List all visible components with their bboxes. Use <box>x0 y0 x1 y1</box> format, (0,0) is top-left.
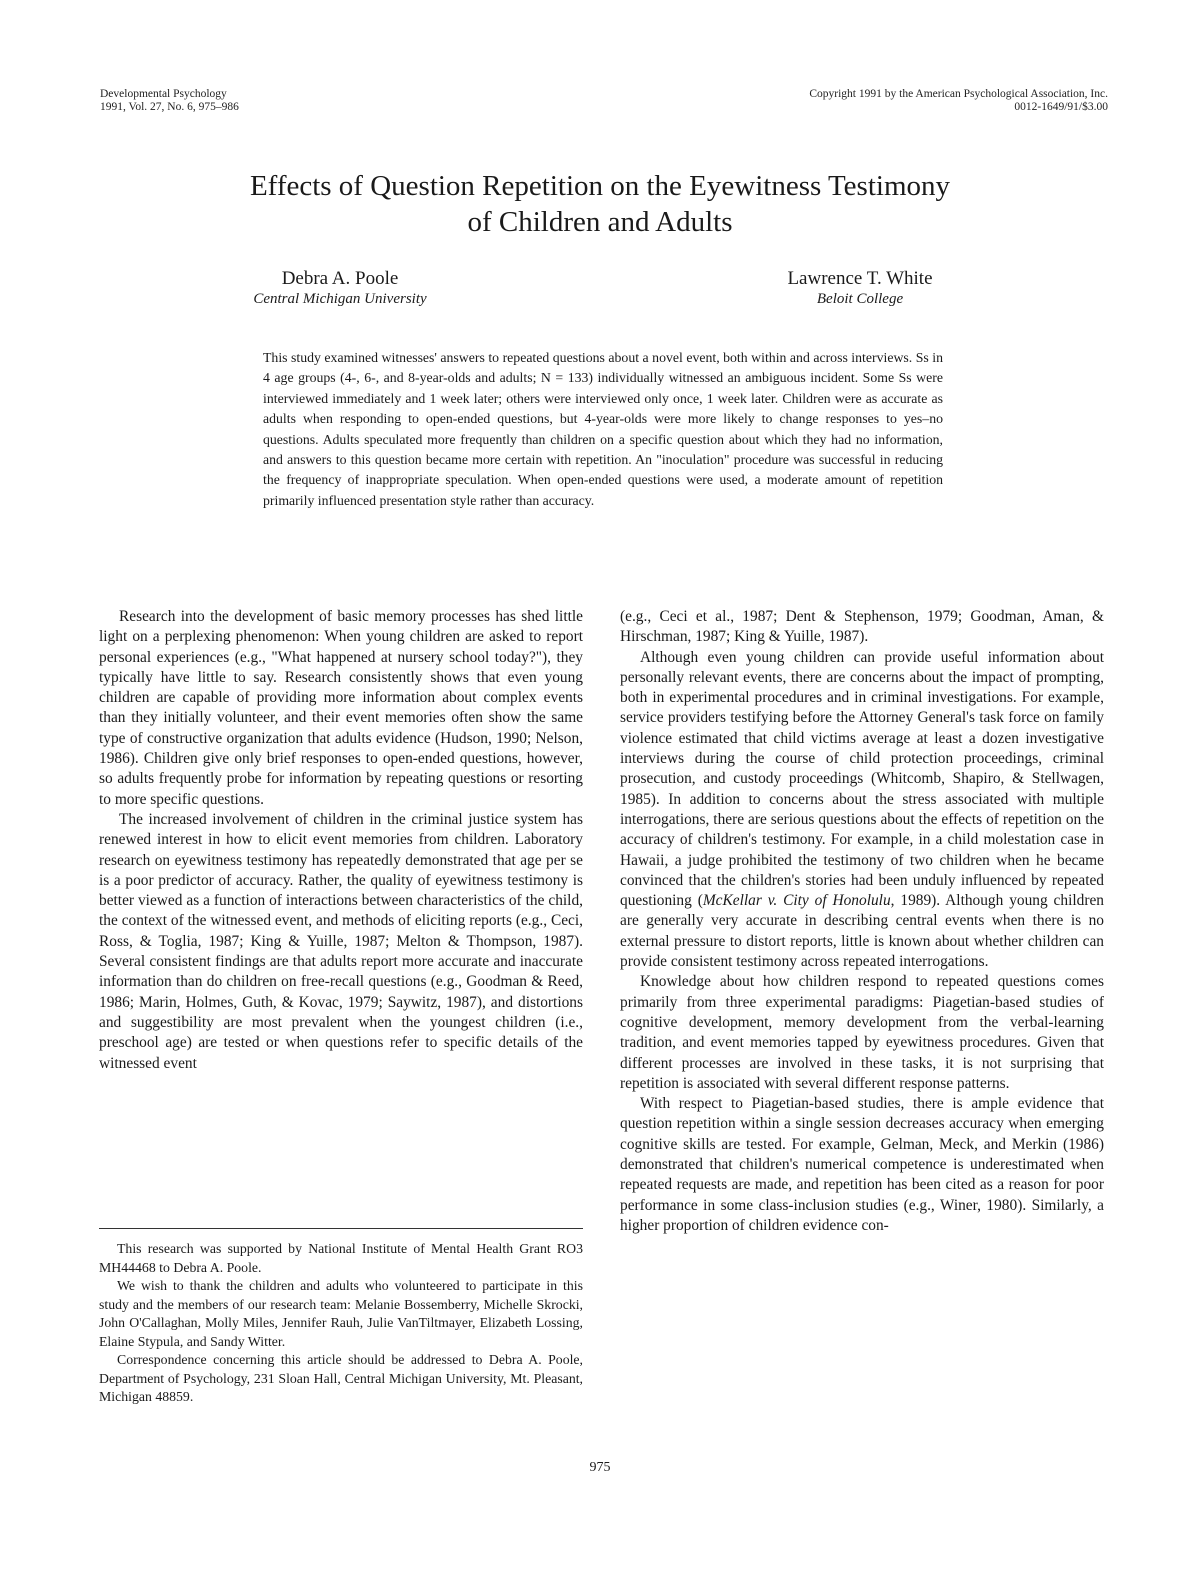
author-name: Lawrence T. White <box>787 268 933 289</box>
running-head-right <box>809 88 1108 114</box>
title-line-2: of Children and Adults <box>467 206 733 238</box>
journal-name: Developmental Psychology <box>100 88 227 100</box>
body-paragraph: The increased involvement of children in the criminal justice system has renewed interest in how to elicit event memories from children. Laboratory research on eyewitness testimony has repeatedly demonstrated that age per se is a poor predictor of accuracy. Rather, the quality of eyewitness testimony is better viewed as a function of interactions between characteristics of the child, the context of the witnessed event, and methods of eliciting reports (e.g., Ceci, Ross, & Toglia, 1987; King & Yuille, 1987; Melton & Thompson, 1987). Several consistent findings are that adults report more accurate and inaccurate information than do children on free-recall questions (e.g., Goodman & Reed, 1986; Marin, Holmes, Guth, & Kovac, 1979; Saywitz, 1987), and distortions and suggestibility are most prevalent when the youngest children (i.e., preschool age) are tested or when questions refer to specific details of the witnessed event <box>99 810 583 1072</box>
left-column <box>99 607 583 1074</box>
copyright-line: Copyright 1991 by the American Psychological Association, Inc. <box>809 88 1108 100</box>
case-citation: McKellar v. City of Honolulu <box>702 892 891 910</box>
author-2 <box>760 268 960 308</box>
right-column <box>620 607 1104 1236</box>
running-head-left <box>100 88 239 114</box>
footnote: Correspondence concerning this article should be addressed to Debra A. Poole, Department of Psychology, 231 Sloan Hall, Central Michigan University, Mt. Pleasant, Michigan 48859. <box>99 1352 583 1404</box>
paragraph-text: , 1989). Although young children are generally very accurate in describing central events when there is no external pressure to distort reports, little is known about whether children can provide consistent testimony across repeated interrogations. <box>620 892 1104 971</box>
footnotes <box>99 1240 583 1407</box>
body-paragraph-continued: (e.g., Ceci et al., 1987; Dent & Stephenson, 1979; Goodman, Aman, & Hirschman, 1987; King & Yuille, 1987). <box>620 608 1104 646</box>
author-name: Debra A. Poole <box>281 268 399 289</box>
article-title <box>100 168 1100 240</box>
abstract: This study examined witnesses' answers to repeated questions about a novel event, both within and across interviews. Ss in 4 age groups (4-, 6-, and 8-year-olds and adults; N = 133) individually witnessed an ambiguous incident. Some Ss were interviewed immediately and 1 week later; others were interviewed only once, 1 week later. Children were as accurate as adults when responding to open-ended questions, but 4-year-olds were more likely to change responses to yes–no questions. Adults speculated more frequently than children on a specific question about which they had no information, and answers to this question became more certain with repetition. An "inoculation" procedure was successful in reducing the frequency of inappropriate speculation. When open-ended questions were used, a moderate amount of repetition primarily influenced presentation style rather than accuracy. <box>263 350 943 508</box>
author-1 <box>220 268 460 308</box>
footnote-divider <box>99 1228 583 1229</box>
body-paragraph: Knowledge about how children respond to repeated questions comes primarily from three experimental paradigms: Piagetian-based studies of cognitive development, memory development from the verbal-learning tradition, and event memories tapped by eyewitness procedures. Given that different processes are involved in these tasks, it is not surprising that repetition is associated with several different response patterns. <box>620 973 1104 1092</box>
volume-line: 1991, Vol. 27, No. 6, 975–986 <box>100 101 239 113</box>
page-number: 975 <box>589 1460 611 1475</box>
body-paragraph: Research into the development of basic memory processes has shed little light on a perplexing phenomenon: When young children are asked to report personal experiences (e.g., "What happened at nursery school today?"), they typically have little to say. Research consistently shows that even young children are capable of providing more information about complex events than they initially volunteer, and their event memories often show the same type of constructive organization that adults evidence (Hudson, 1990; Nelson, 1986). Children give only brief responses to open-ended questions, however, so adults frequently probe for information by repeating questions or resorting to more specific questions. <box>99 608 583 808</box>
author-affiliation: Beloit College <box>816 291 904 307</box>
body-paragraph <box>620 648 1104 973</box>
body-paragraph: With respect to Piagetian-based studies, there is ample evidence that question repetition within a single session decreases accuracy when emerging cognitive skills are tested. For example, Gelman, Meck, and Merkin (1986) demonstrated that children's numerical competence is underestimated when repeated requests are made, and repetition has been cited as a reason for poor performance in some class-inclusion studies (e.g., Winer, 1980). Similarly, a higher proportion of children evidence con- <box>620 1095 1104 1234</box>
author-affiliation: Central Michigan University <box>253 291 427 307</box>
issn-line: 0012-1649/91/$3.00 <box>1014 101 1108 113</box>
paragraph-text: Although even young children can provide useful information about personally relevant events, there are concerns about the impact of prompting, both in experimental procedures and in criminal investigations. For example, service providers testifying before the Attorney General's task force on family violence estimated that child victims average at least a dozen investigative interviews during the course of child protection proceedings, criminal prosecution, and custody proceedings (Whitcomb, Shapiro, & Stellwagen, 1985). In addition to concerns about the stress associated with multiple interrogations, there are serious questions about the effects of repetition on the accuracy of children's testimony. For example, in a child molestation case in Hawaii, a judge prohibited the testimony of two children when he became convinced that the children's stories had been unduly influenced by repeated questioning ( <box>620 648 1104 910</box>
footnote: This research was supported by National Institute of Mental Health Grant RO3 MH44468 to Debra A. Poole. <box>99 1241 583 1275</box>
footnote: We wish to thank the children and adults who volunteered to participate in this study and the members of our research team: Melanie Bossemberry, Michelle Skrocki, John O'Callaghan, Molly Miles, Jennifer Rauh, Julie VanTiltmayer, Elizabeth Lossing, Elaine Stypula, and Sandy Witter. <box>99 1278 583 1349</box>
title-line-1: Effects of Question Repetition on the Eyewitness Testimony <box>249 170 951 202</box>
